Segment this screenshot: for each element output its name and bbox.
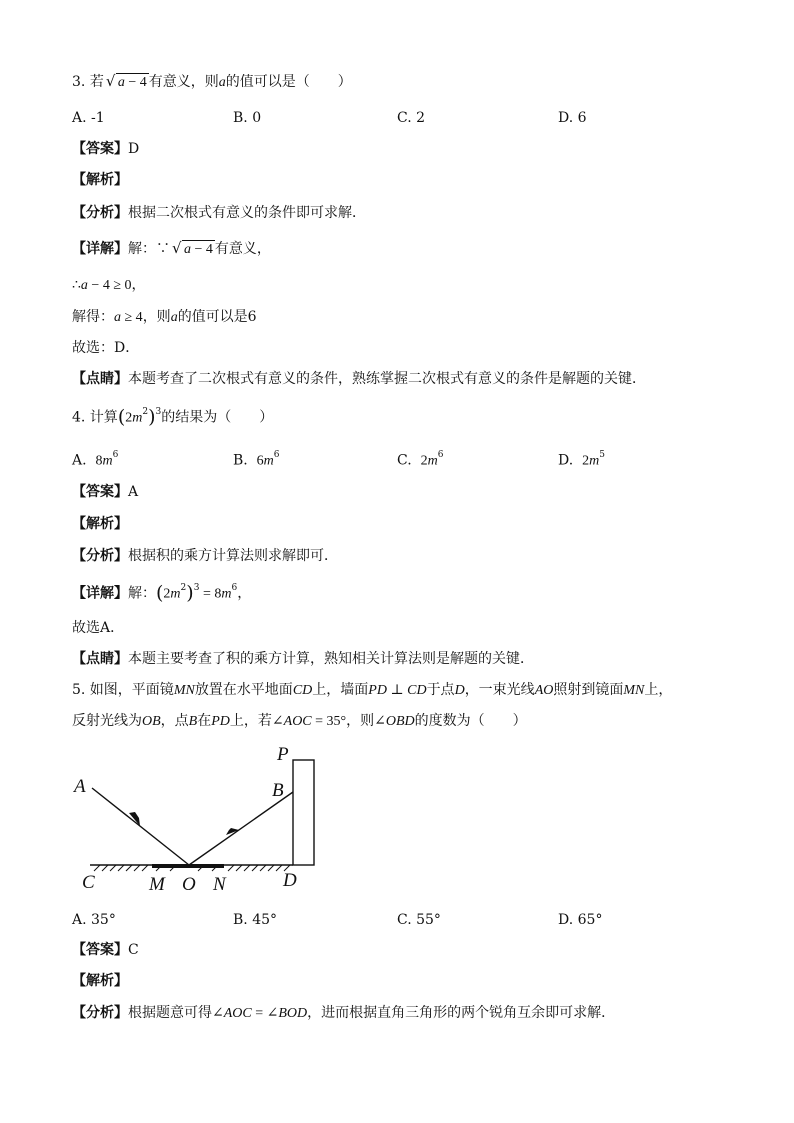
q4-option-a: A. $8m^6$ [72,450,119,469]
q3-stem: 3. 若 √ a − 4 有意义，则a的值可以是（ ） [72,72,352,93]
q3-option-d: D. 6 [558,110,587,126]
q3-number: 3. [72,74,86,90]
label-c: C [82,872,95,893]
q5-option-c: C. 55° [397,912,441,928]
q3-option-a: A. -1 [72,110,105,126]
q5-fenxi: 【分析】根据题意可得∠AOC = ∠BOD，进而根据直角三角形的两个锐角互余即可求解． [72,1005,616,1021]
q3-step2: 解得：a ≥ 4，则a的值可以是6 [72,309,257,325]
sqrt-expression: √ a − 4 [105,72,147,90]
q4-stem: 4. 计算$(2m^2)^3$的结果为（ ） [72,405,274,428]
label-n: N [213,874,226,894]
q5-option-a: A. 35° [72,912,116,928]
q5-option-b: B. 45° [233,912,278,928]
wall [293,760,314,865]
q3-step1: ∴a − 4 ≥ 0， [72,277,146,293]
label-b: B [272,780,284,801]
q5-analysis-heading: 【解析】 [72,973,128,989]
q3-option-c: C. 2 [397,110,426,126]
reflected-ray-ob [189,792,293,865]
label-m: M [149,874,165,894]
q5-stem-line1: 5. 如图，平面镜MN放置在水平地面CD上，墙面PD ⊥ CD于点D，一束光线AO照射到镜面MN上， [72,682,673,698]
incident-ray-ao [92,788,189,865]
label-o: O [182,874,196,894]
q3-fenxi: 【分析】根据二次根式有意义的条件即可求解． [72,205,366,221]
q4-option-b: B. $6m^6$ [233,450,280,469]
q4-dianjing: 【点睛】本题主要考查了积的乘方计算，熟知相关计算法则是解题的关键． [72,651,534,667]
q3-xiangjie: 【详解】解：∵ √ a − 4 有意义， [72,239,271,257]
q4-xiangjie: 【详解】解：$(2m^2)^3 = 8m^6$， [72,581,252,604]
label-p: P [277,744,289,765]
q4-answer: 【答案】A [72,484,139,500]
q4-analysis-heading: 【解析】 [72,516,128,532]
q4-option-d: D. $2m^5$ [558,450,605,469]
q5-option-d: D. 65° [558,912,603,928]
label-a: A [74,776,86,797]
q3-answer: 【答案】D [72,141,140,157]
q5-stem-line2: 反射光线为OB，点B在PD上，若∠AOC = 35°，则∠OBD的度数为（ ） [72,713,527,729]
q3-option-b: B. 0 [233,110,262,126]
mirror-reflection-diagram [72,742,332,894]
label-d: D [283,870,297,891]
q4-fenxi: 【分析】根据积的乘方计算法则求解即可． [72,548,338,564]
q4-option-c: C. $2m^6$ [397,450,444,469]
q5-answer: 【答案】C [72,942,139,958]
q3-choose: 故选：D． [72,340,140,356]
q4-choose: 故选A． [72,620,125,636]
q3-analysis-heading: 【解析】 [72,172,128,188]
q3-dianjing: 【点睛】本题考查了二次根式有意义的条件，熟练掌握二次根式有意义的条件是解题的关键． [72,371,646,387]
